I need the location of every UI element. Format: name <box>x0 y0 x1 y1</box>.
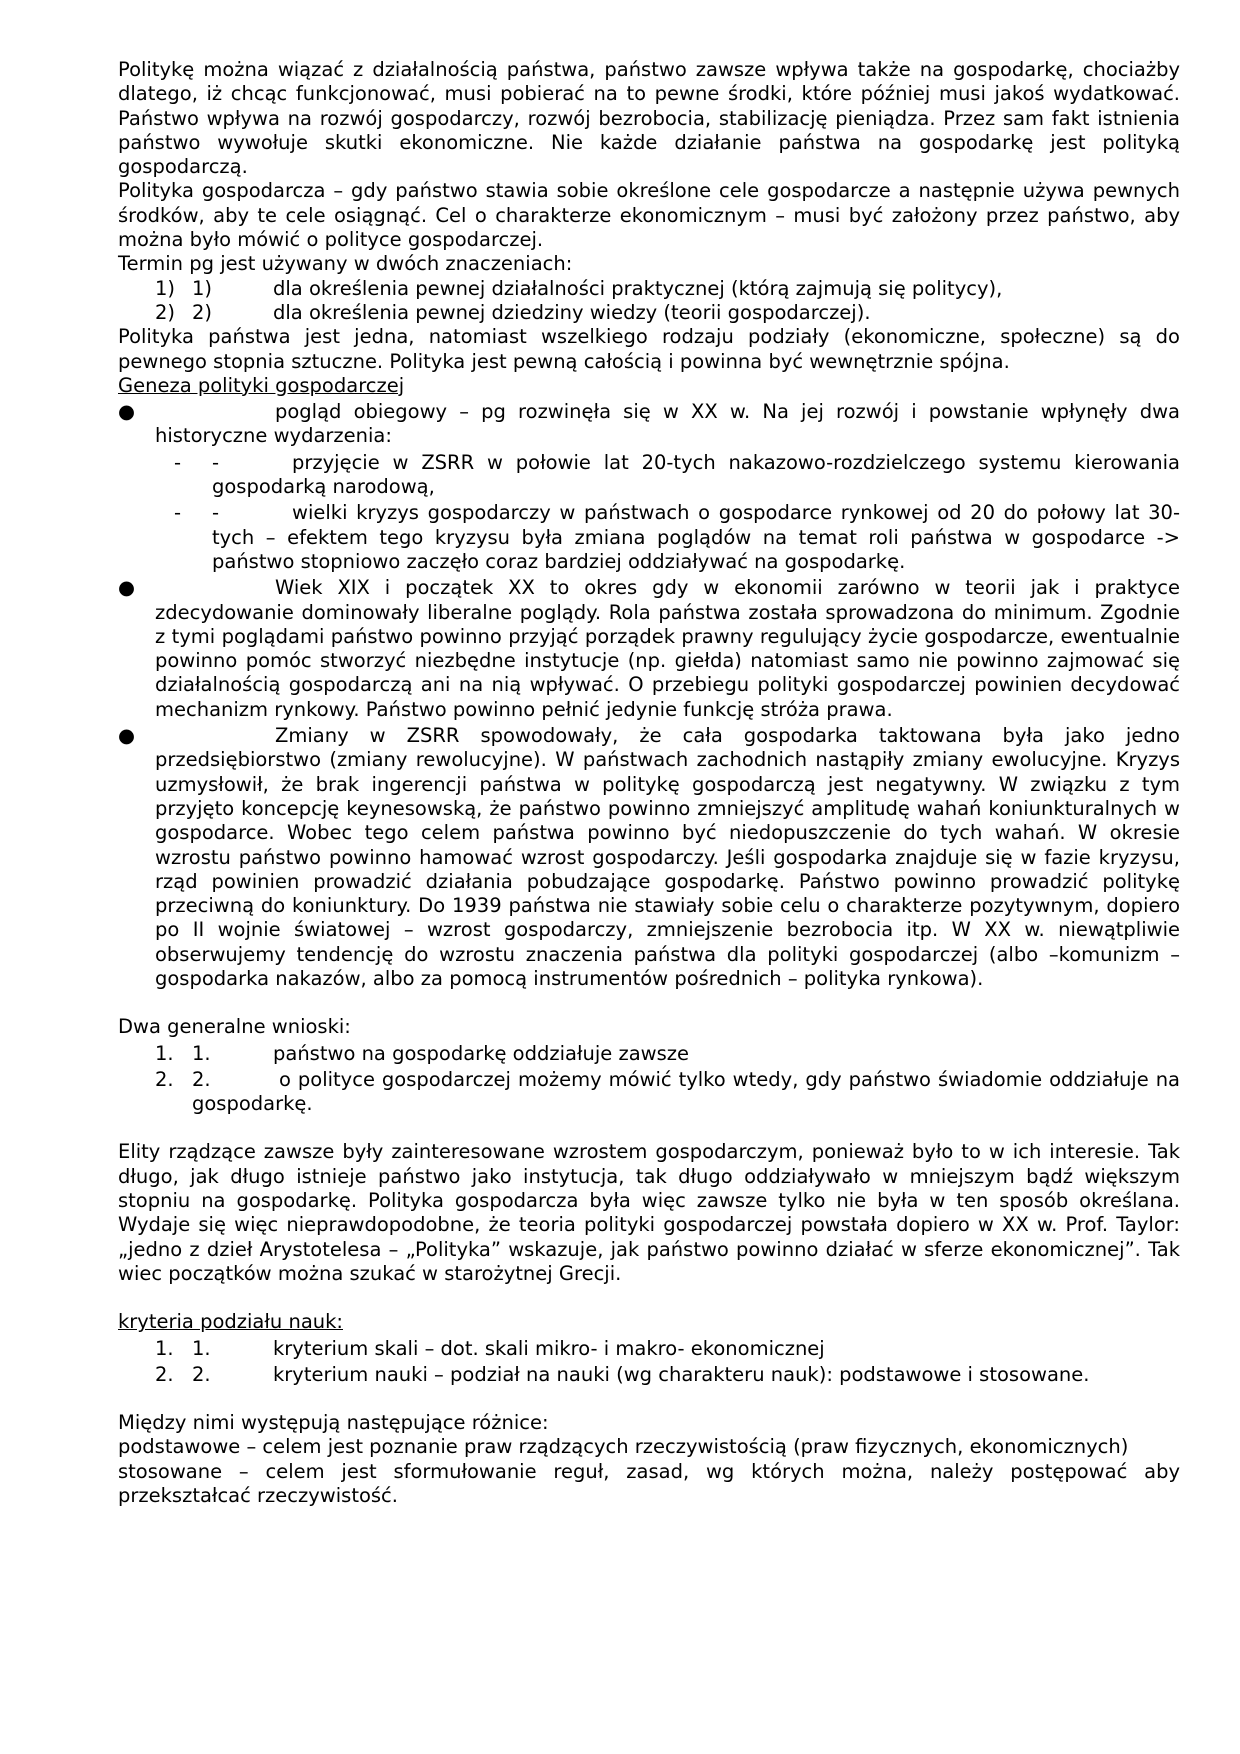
paragraph-differences-intro: Między nimi występują następujące różnice: <box>118 1411 549 1435</box>
list-marker: 1. <box>155 1041 174 1065</box>
bullet-text: pogląd obiegowy – pg rozwinęła się w XX w. Na jej rozwój i powstanie wpłynęły dwa historyczne wydarzenia: <box>155 400 1180 448</box>
list-item <box>118 1363 1180 1387</box>
list-item-text: dla określenia pewnej dziedziny wiedzy (teorii gospodarczej). <box>273 300 871 324</box>
bullet-item <box>118 400 1180 449</box>
bullet-icon: ● <box>118 400 136 424</box>
dash-icon: - <box>174 450 182 474</box>
list-marker: 1) <box>192 276 213 300</box>
list-marker: 2) <box>192 300 213 324</box>
dash-text: wielki kryzys gospodarczy w państwach o gospodarce rynkowej od 20 do połowy lat 30-tych – efektem tego kryzysu była zmiana poglądów na temat roli państwa w gospodarce -> państwo stopniowo zaczęło coraz bardziej oddziaływać na gospodarkę. <box>212 501 1180 573</box>
list-item <box>118 1042 1180 1066</box>
bullet-icon: ● <box>118 576 136 600</box>
list-item-text: kryterium skali – dot. skali mikro- i makro- ekonomicznej <box>273 1336 825 1360</box>
bullet-text: Zmiany w ZSRR spowodowały, że cała gospodarka taktowana była jako jedno przedsiębiorstwo (zmiany rewolucyjne). W państwach zachodnich nastąpiły zmiany ewolucyjne. Kryzys uzmysłowił, że brak ingerencji państwa w politykę gospodarczą jest negatywny. W związku z tym przyjęto koncepcję keynesowską, że państwo powinno zmniejszyć amplitudę wahań koniunkturalnych w gospodarce. Wobec tego celem państwa powinno być niedopuszczenie do tych wahań. W okresie wzrostu państwo powinno hamować wzrost gospodarczy. Jeśli gospodarka znajduje się w fazie kryzysu, rząd powinien prowadzić działania pobudzające gospodarkę. Państwo powinno prowadzić politykę przeciwną do koniunktury. Do 1939 państwa nie stawiały sobie celu o charakterze pozytywnym, dopiero po II wojnie światowej – wzrost gospodarczy, zmniejszenie bezrobocia itp. W XX w. niewątpliwie obserwujemy tendencję do wzrostu znaczenia państwa dla polityki gospodarczej (albo –komunizm – gospodarka nakazów, albo za pomocą instrumentów pośrednich – polityka rynkowa). <box>155 724 1180 990</box>
list-marker: 1. <box>155 1336 174 1360</box>
dash-icon: - <box>212 501 220 525</box>
list-item-text: kryterium nauki – podział na nauki (wg charakteru nauk): podstawowe i stosowane. <box>273 1362 1090 1386</box>
bullet-item <box>118 724 1180 991</box>
dash-item <box>118 451 1180 500</box>
list-item <box>118 277 1180 301</box>
bullet-text: Wiek XIX i początek XX to okres gdy w ekonomii zarówno w teorii jak i praktyce zdecydowanie dominowały liberalne poglądy. Rola państwa została sprowadzona do minimum. Zgodnie z tymi poglądami państwo powinno przyjąć porządek prawny regulujący życie gospodarcze, ewentualnie powinno pomóc stworzyć niezbędne instytucje (np. giełda) natomiast samo nie powinno zajmować się działalnością gospodarczą ani na nią wpływać. O przebiegu polityki gospodarczej powinien decydować mechanizm rynkowy. Państwo powinno pełnić jedynie funkcję stróża prawa. <box>155 576 1180 721</box>
list-marker: 1) <box>155 276 176 300</box>
list-marker: 1. <box>192 1041 211 1065</box>
list-item-text: o polityce gospodarczej możemy mówić tylko wtedy, gdy państwo świadomie oddziałuje na gospodarkę. <box>192 1067 1180 1116</box>
paragraph-basic-sciences: podstawowe – celem jest poznanie praw rządzących rzeczywistością (praw fizycznych, ekonomicznych) <box>118 1435 1129 1459</box>
list-marker: 2) <box>155 300 176 324</box>
list-item <box>118 1068 1180 1117</box>
paragraph-definition: Polityka gospodarcza – gdy państwo stawia sobie określone cele gospodarcze a następnie używa pewnych środków, aby te cele osiągnąć. Cel o charakterze ekonomicznym – musi być założony przez państwo, aby można było mówić o polityce gospodarczej. <box>118 179 1180 252</box>
list-item-text: dla określenia pewnej działalności praktycznej (którą zajmują się politycy), <box>273 276 1003 300</box>
list-marker: 2. <box>192 1067 211 1091</box>
bullet-item <box>118 576 1180 722</box>
paragraph-applied-sciences: stosowane – celem jest sformułowanie reguł, zasad, wg których można, należy postępować aby przekształcać rzeczywistość. <box>118 1459 1180 1508</box>
list-marker: 2. <box>192 1362 211 1386</box>
dash-item <box>118 501 1180 574</box>
paragraph-unity: Polityka państwa jest jedna, natomiast wszelkiego rodzaju podziały (ekonomiczne, społeczne) są do pewnego stopnia sztuczne. Polityka jest pewną całością i powinna być wewnętrznie spójna. <box>118 325 1180 373</box>
paragraph-intro: Politykę można wiązać z działalnością państwa, państwo zawsze wpływa także na gospodarkę, chociażby dlatego, iż chcąc funkcjonować, musi pobierać na to pewne środki, które później musi jakoś wydatkować. Państwo wpływa na rozwój gospodarczy, rozwój bezrobocia, stabilizację pieniądza. Przez sam fakt istnienia państwo wywołuje skutki ekonomiczne. Nie każde działanie państwa na gospodarkę jest polityką gospodarczą. <box>118 58 1180 179</box>
list-marker: 2. <box>155 1362 174 1386</box>
bullet-icon: ● <box>118 724 136 748</box>
section-heading-conclusions: Dwa generalne wnioski: <box>118 1015 351 1039</box>
dash-icon: - <box>174 501 182 525</box>
paragraph-term: Termin pg jest używany w dwóch znaczeniach: <box>118 252 573 276</box>
list-marker: 1. <box>192 1336 211 1360</box>
paragraph-elites: Elity rządzące zawsze były zainteresowane wzrostem gospodarczym, ponieważ było to w ich interesie. Tak długo, jak długo istnieje państwo jako instytucja, tak długo oddziaływało w mniejszym bądź większym stopniu na gospodarkę. Polityka gospodarcza była więc zawsze tylko nie była w ten sposób określana. Wydaje się więc nieprawdopodobne, że teoria polityki gospodarczej powstała dopiero w XX w. Prof. Taylor: „jedno z dzieł Arystotelesa – „Polityka” wskazuje, jak państwo powinno działać w sferze ekonomicznej”. Tak wiec początków można szukać w starożytnej Grecji. <box>118 1140 1180 1285</box>
dash-text: przyjęcie w ZSRR w połowie lat 20-tych nakazowo-rozdzielczego systemu kierowania gospodarką narodową, <box>212 450 1180 499</box>
document-body <box>118 58 1180 1508</box>
section-heading-criteria: kryteria podziału nauk: <box>118 1310 343 1334</box>
dash-icon: - <box>212 450 220 474</box>
section-heading-genesis: Geneza polityki gospodarczej <box>118 373 405 397</box>
list-item <box>118 301 1180 325</box>
list-marker: 2. <box>155 1067 174 1091</box>
list-item-text: państwo na gospodarkę oddziałuje zawsze <box>273 1041 690 1065</box>
list-item <box>118 1337 1180 1361</box>
